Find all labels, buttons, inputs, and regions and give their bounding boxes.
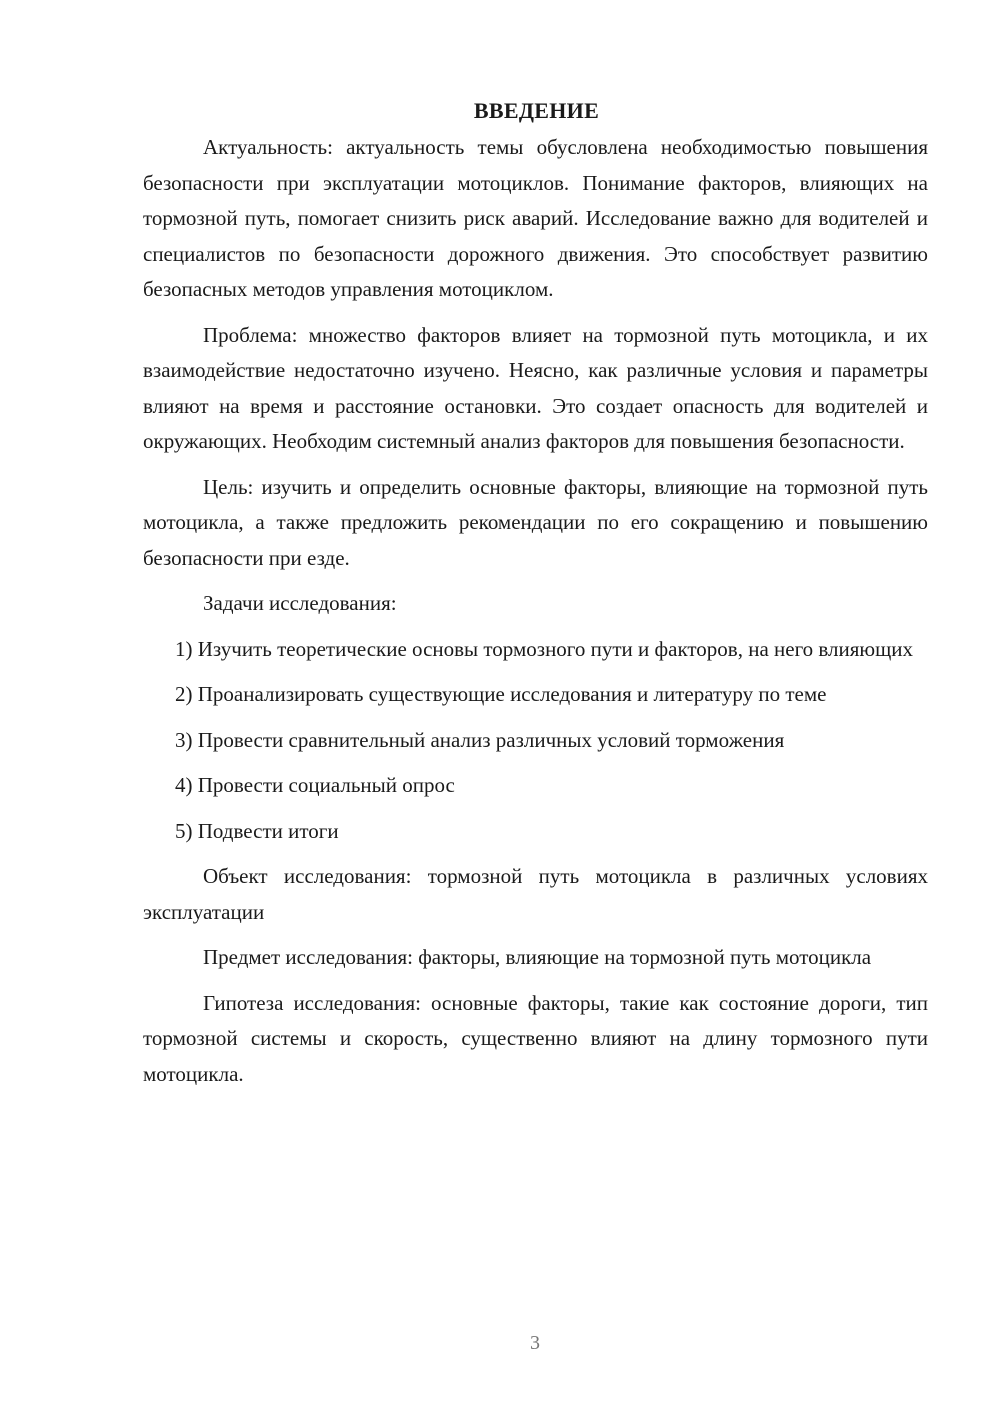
tasks-heading: Задачи исследования:	[203, 591, 397, 615]
object-paragraph: Объект исследования: тормозной путь мотоцикла в различных условиях эксплуатации	[143, 864, 928, 924]
problem-paragraph: Проблема: множество факторов влияет на тормозной путь мотоцикла, и их взаимодействие недостаточно изучено. Неясно, как различные условия и параметры влияют на время и расстояние остановки. Это создает опасность для водителей и окружающих. Необходим системный анализ факторов для повышения безопасности.	[143, 322, 928, 453]
task-item-3: 3) Провести сравнительный анализ различных условий торможения	[175, 727, 785, 752]
task-item-1: 1) Изучить теоретические основы тормозного пути и факторов, на него влияющих	[175, 636, 914, 661]
goal-paragraph: Цель: изучить и определить основные факторы, влияющие на тормозной путь мотоцикла, а также предложить рекомендации по его сокращению и повышению безопасности при езде.	[143, 474, 928, 570]
page-number: 3	[530, 1332, 540, 1354]
task-item-2: 2) Проанализировать существующие исследования и литературу по теме	[175, 682, 827, 706]
task-item-5: 5) Подвести итоги	[175, 818, 339, 843]
page-title: ВВЕДЕНИЕ	[473, 98, 600, 123]
task-item-4: 4) Провести социальный опрос	[175, 773, 455, 797]
relevance-paragraph: Актуальность: актуальность темы обусловлена необходимостью повышения безопасности при эксплуатации мотоциклов. Понимание факторов, влияющих на тормозной путь, помогает снизить риск аварий. Исследование важно для водителей и специалистов по безопасности дорожного движения. Это способствует развитию безопасных методов управления мотоциклом.	[143, 135, 928, 301]
subject-paragraph: Предмет исследования: факторы, влияющие на тормозной путь мотоцикла	[203, 945, 872, 969]
document-page	[143, 92, 928, 1092]
hypothesis-paragraph: Гипотеза исследования: основные факторы, такие как состояние дороги, тип тормозной системы и скорость, существенно влияют на длину тормозного пути мотоцикла.	[143, 990, 928, 1086]
